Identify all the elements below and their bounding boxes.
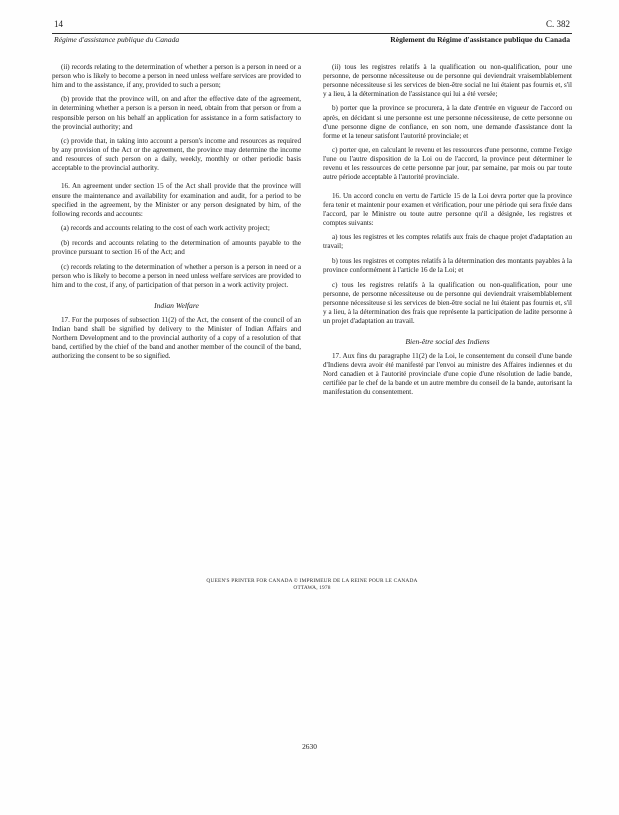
paragraph: 16. An agreement under section 15 of the Act shall provide that the province will ensure the maintenance and availability for examination and audit, for a period to be specified in the agreement, by the Minister or any person designated by him, of the following records and accounts: bbox=[52, 182, 301, 218]
paragraph: (ii) tous les registres relatifs à la qualification ou non-qualification, pour une personne, de personne nécessiteuse ou de personne qui deviendrait vraisemblablement personne nécessiteuse si les services de bien-être social ne lui étaient pas fournis et, s'il y a lieu, à la détermination de l'assistance qui lui a été versée; bbox=[323, 62, 572, 98]
paragraph: (a) records and accounts relating to the cost of each work activity project; bbox=[61, 224, 270, 233]
chapter-code: C. 382 bbox=[545, 19, 570, 29]
section-heading: Bien-être social des Indiens bbox=[405, 337, 490, 347]
header-divider bbox=[52, 33, 572, 34]
section-heading: Indian Welfare bbox=[154, 300, 199, 310]
paragraph: (c) records relating to the determination of whether a person is a person in need or a person who is likely to become a person in need unless welfare services are provided to him and to the cost, if any, of participation of that person in a work activity project. bbox=[52, 262, 301, 289]
paragraph: (c) provide that, in taking into account a person's income and resources as required by any provision of the Act or the agreement, the province may determine the income and resources of such person on a daily, weekly, monthly or other periodic basis acceptable to the provincial authority. bbox=[52, 137, 301, 173]
paragraph: 17. For the purposes of subsection 11(2) of the Act, the consent of the council of an Indian band shall be signified by delivery to the Minister of Indian Affairs and Northern Development and to the provincial authority of a copy of a resolution of that band, certified by the chief of the band and another member of the council of the band, authorizing the consent to be so signified. bbox=[52, 315, 301, 361]
page-number: 14 bbox=[54, 19, 63, 29]
paragraph: 17. Aux fins du paragraphe 11(2) de la Loi, le consentement du conseil d'une bande d'Indiens devra avoir été manifesté par l'envoi au ministre des Affaires indiennes et du Nord canadien et à l'autorité provinciale d'une copie d'une résolution de ladie bande, certifiée par le chef de la bande et un autre membre du conseil de la bande, autorisant la manifestation du consentement. bbox=[323, 352, 572, 397]
two-column-text bbox=[52, 63, 572, 398]
paragraph: (ii) records relating to the determination of whether a person is a person in need or a person who is likely to become a person in need unless welfare services are provided to him and to the assistance, if any, provided to such a person; bbox=[52, 62, 301, 89]
paragraph: c) tous les registres relatifs à la qualification ou non-qualification, pour une personne, de personne nécessiteuse ou de personne qui deviendrait vraisemblablement personne nécessiteuse si les services de bien-être social ne lui étaient pas fournis et, s'il y a lieu, à la détermination des frais que représente la participation de ladite personne à un projet d'adaptation au travail. bbox=[323, 280, 572, 325]
column-french bbox=[323, 63, 572, 398]
paragraph: 16. Un accord conclu en vertu de l'article 15 de la Loi devra porter que la province fera tenir et maintenir pour examen et vérification, pour une période qui sera fixée dans l'accord, par le Ministre ou toute autre personne qu'il a désignée, les registres et comptes suivants: bbox=[323, 191, 572, 227]
column-english bbox=[52, 63, 301, 398]
folio-number: 2630 bbox=[302, 742, 317, 751]
paragraph: (b) records and accounts relating to the determination of amounts payable to the province pursuant to section 16 of the Act; and bbox=[52, 238, 301, 256]
running-title-left: Régime d'assistance publique du Canada bbox=[54, 34, 180, 44]
page-header-top bbox=[52, 20, 572, 31]
paragraph: b) tous les registres et comptes relatifs à la détermination des montants payables à la province conformément à l'article 16 de la Loi; et bbox=[323, 257, 572, 275]
imprint-line-1: QUEEN'S PRINTER FOR CANADA © IMPRIMEUR DE LA REINE POUR LE CANADA bbox=[206, 578, 418, 584]
paragraph: a) tous les registres et les comptes relatifs aux frais de chaque projet d'adaptation au travail; bbox=[323, 233, 572, 251]
running-titles bbox=[52, 35, 572, 45]
paragraph: b) porter que la province se procurera, à la date d'entrée en vigueur de l'accord ou après, en décidant si une personne est une personne nécessiteuse, de cette personne ou d'une personne digne de confiance, en son nom, une demande d'assistance dont la forme et la teneur satisfont l'autorité provinciale; et bbox=[323, 104, 572, 140]
paragraph: (b) provide that the province will, on and after the effective date of the agreement, in determining whether a person is a person in need, obtain from that person or from a responsible person on his behalf an application for assistance in a form satisfactory to the provincial authority; and bbox=[52, 95, 301, 131]
imprint-line-2: OTTAWA, 1978 bbox=[293, 585, 331, 592]
running-title-right: Règlement du Régime d'assistance publique du Canada bbox=[390, 34, 570, 44]
page-body bbox=[52, 20, 572, 397]
printer-imprint bbox=[52, 578, 572, 593]
paragraph: c) porter que, en calculant le revenu et les ressources d'une personne, comme l'exige l'une ou l'autre disposition de la Loi ou de l'accord, la province peut déterminer le revenu et les ressources de cette personne par jour, par semaine, par mois ou par toute autre période acceptable à l'autorité provinciale. bbox=[323, 146, 572, 182]
